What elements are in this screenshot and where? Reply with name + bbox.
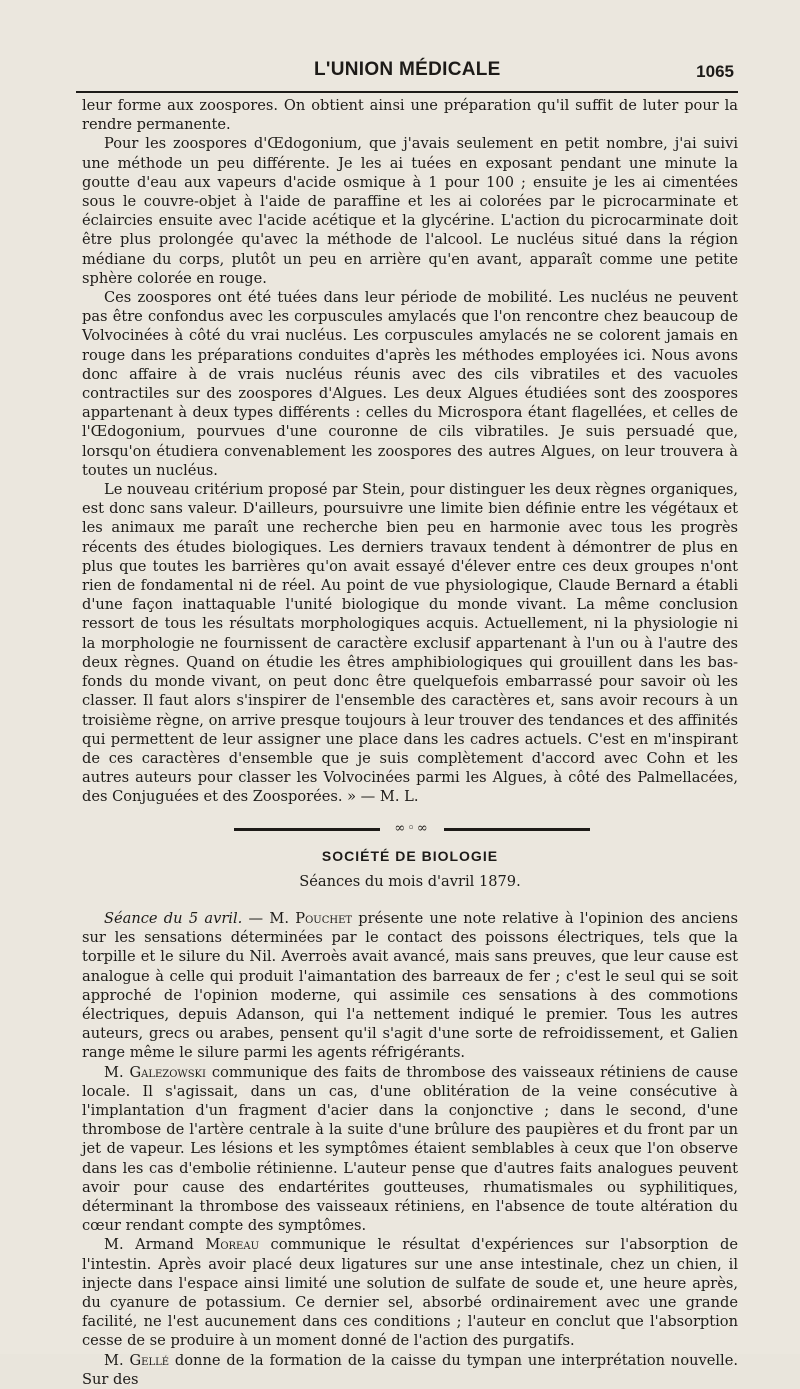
ornament-rule-left	[234, 828, 380, 831]
seance-date: 5 avril.	[188, 909, 243, 927]
seance-text: présente une note relative à l'opinion des anciens sur les sensations déterminées par le contact des poissons électriques, tels que la torpille et le silure du Nil. Averroès avait avancé, mais sans preuves, que leur cause est analogue à celle qui produit l'aimantation des barreaux de fer ; c'est le seul qui se soit approché de l'opinion moderne, qui assimile ces sensations à des commotions électriques, depuis Adanson, qui l'a nettement indiqué le premier. Tous les autres auteurs, grecs ou arabes, pensent qu'il s'agit d'une sorte de refroidissement, et Galien range même le silure parmi les agents réfrigérants.	[82, 909, 739, 1062]
header-rule	[76, 91, 738, 93]
section-divider-ornament	[82, 817, 738, 843]
ornament-rule-right	[444, 828, 590, 831]
gelle-paragraph	[82, 1351, 738, 1389]
speaker-prefix: M.	[104, 1351, 130, 1369]
running-title: L'UNION MÉDICALE	[314, 59, 501, 80]
paragraph-text: donne de la formation de la caisse du tympan une interprétation nouvelle. Sur des	[82, 1351, 738, 1388]
section-title: SOCIÉTÉ DE BIOLOGIE	[321, 847, 499, 864]
seance-lead: — M.	[242, 909, 296, 927]
paragraph-text: communique le résultat d'expériences sur l'absorption de l'intestin. Après avoir placé deux ligatures sur une anse intestinale, chez un chien, il injecte dans l'espace ainsi limité une solution de sulfate de soude et, une heure après, du cyanure de potassium. Ce dernier sel, absorbé ordinairement avec une grande facilité, ne l'est aucunement dans ces conditions ; l'auteur en conclut que l'absorption cesse de se produire à un moment donné de l'action des purgatifs.	[82, 1236, 738, 1350]
paragraph: Le nouveau critérium proposé par Stein, pour distinguer les deux règnes organiques, est donc sans valeur. D'ailleurs, poursuivre une limite bien définie entre les végétaux et les animaux me paraît une recherche bien peu en harmonie avec tous les progrès récents des études biologiques. Les derniers travaux tendent à démontrer de plus en plus que toutes les barrières qu'on avait essayé d'élever entre ces deux groupes n'ont rien de fondamental ni de réel. Au point de vue physiologique, Claude Bernard a établi d'une façon inattaquable l'unité biologique du monde vivant. La même conclusion ressort de tous les résultats morphologiques acquis. Actuellement, ni la physiologie ni la morphologie ne fournissent de caractère exclusif appartenant à l'un ou à l'autre des deux règnes. Quand on étudie les êtres amphibiologiques qui grouillent dans les bas-fonds du monde vivant, on peut donc être quelquefois embarrassé pour savoir où les classer. Il faut alors s'inspirer de l'ensemble des caractères et, sans avoir recours à un troisième règne, on arrive presque toujours à leur trouver des tendances et des affinités qui permettent de leur assigner une place dans les cadres actuels. C'est en m'inspirant de ces caractères d'ensemble que je suis complètement d'accord avec Cohn et les autres auteurs pour classer les Volvocinées parmi les Algues, à côté des Palmellacées, des Conjuguées et des Zoosporées. » — M. L.	[82, 481, 738, 806]
article-body	[82, 96, 738, 1389]
speaker-name: Pouchet	[295, 909, 353, 927]
paragraph-text: communique des faits de thrombose des vaisseaux rétiniens de cause locale. Il s'agissait, dans un cas, d'une oblitération de la veine consécutive à l'implantation d'un fragment d'acier dans la conjonctive ; dans le second, d'une thrombose de l'artère centrale à la suite d'une brûlure des paupières et du front par un jet de vapeur. Les lésions et les symptômes étaient semblables à ceux que l'on observe dans les cas d'embolie rétinienne. L'auteur pense que d'autres faits analogues peuvent avoir pour cause des endartérites goutteuses, rhumatismales ou syphilitiques, déterminant la thrombose des vaisseaux rétiniens, en l'absence de toute altération du cœur rendant compte des symptômes.	[82, 1063, 738, 1235]
paragraph: Ces zoospores ont été tuées dans leur période de mobilité. Les nucléus ne peuvent pas être confondus avec les corpuscules amylacés que l'on rencontre chez beaucoup de Volvocinées à côté du vrai nucléus. Les corpuscules amylacés ne se colorent jamais en rouge dans les préparations conduites d'après les méthodes employées ici. Nous avons donc affaire à de vrais nucléus réunis avec des cils vibratiles et des vacuoles contractiles sur des zoospores d'Algues. Les deux Algues étudiées sont des zoospores appartenant à deux types différents : celles du Microspora étant flagellées, et celles de l'Œdogonium, pourvues d'une couronne de cils vibratiles. Je suis persuadé que, lorsqu'on étudiera convenablement les zoospores des autres Algues, on leur trouvera à toutes un nucléus.	[82, 289, 738, 479]
galezowski-paragraph	[82, 1063, 738, 1236]
section-subtitle: Séances du mois d'avril 1879.	[299, 872, 521, 890]
page-header	[76, 55, 738, 95]
speaker-prefix: M.	[104, 1063, 130, 1081]
seance-paragraph	[82, 909, 738, 1063]
paragraph: leur forme aux zoospores. On obtient ainsi une préparation qu'il suffit de luter pour la rendre permanente.	[82, 97, 738, 134]
moreau-paragraph	[82, 1235, 738, 1350]
speaker-name: Galezowski	[129, 1063, 206, 1081]
speaker-prefix: M. Armand	[104, 1236, 206, 1254]
paragraph: Pour les zoospores d'Œdogonium, que j'avais seulement en petit nombre, j'ai suivi une méthode un peu différente. Je les ai tuées en exposant pendant une minute la goutte d'eau aux vapeurs d'acide osmique à 1 pour 100 ; ensuite je les ai cimentées sous le couvre-objet à l'aide de paraffine et les ai colorées par le picrocarminate et éclaircies ensuite avec l'acide acétique et la glycérine. L'action du picrocarminate doit être plus prolongée qu'avec la méthode de l'alcool. Le nucléus situé dans la région médiane du corps, plutôt un peu en arrière qu'en avant, apparaît comme une petite sphère colorée en rouge.	[82, 135, 738, 287]
speaker-name: Moreau	[205, 1236, 260, 1254]
speaker-name: Gellé	[129, 1351, 170, 1369]
seance-label: Séance du	[104, 909, 183, 927]
page-number: 1065	[696, 62, 734, 81]
ornament-knot-icon: ∞◦∞	[394, 820, 430, 836]
